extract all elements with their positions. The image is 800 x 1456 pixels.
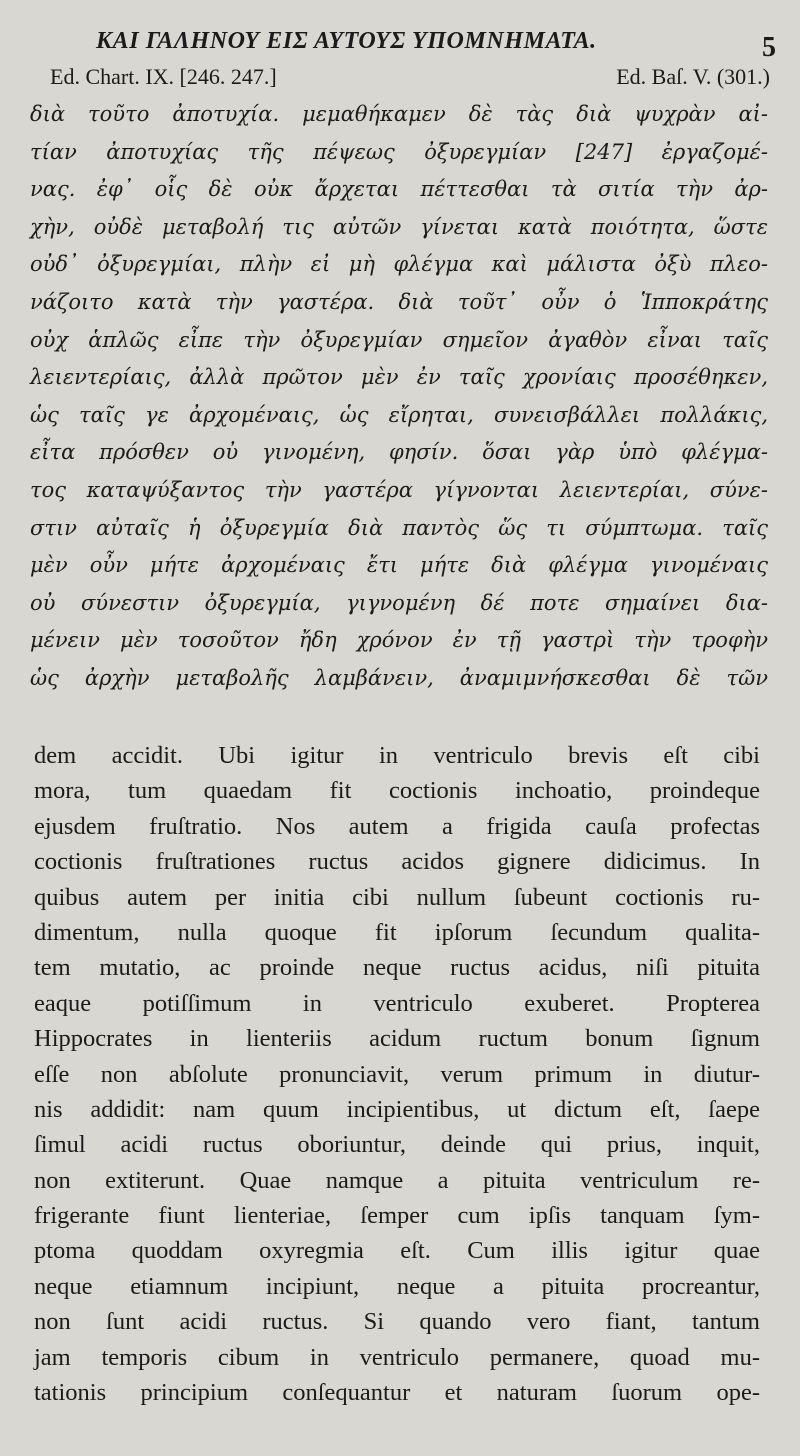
latin-line: frigerante fiunt lienteriae, ſemper cum ipſis tanquam ſym-	[34, 1202, 760, 1230]
edition-reference-chart: Ed. Chart. IX. [246. 247.]	[50, 64, 277, 89]
latin-line: tem mutatio, ac proinde neque ructus acidus, niſi pituita	[34, 954, 760, 982]
latin-text-block	[34, 738, 760, 1410]
latin-line: coctionis fruſtrationes ructus acidos gignere didicimus. In	[34, 848, 760, 876]
latin-line: non ſunt acidi ructus. Si quando vero fiant, tantum	[34, 1308, 760, 1336]
latin-line: quibus autem per initia cibi nullum ſubeunt coctionis ru-	[34, 883, 760, 911]
greek-line: μὲν οὖν μήτε ἀρχομέναις ἔτι μήτε διὰ φλέγμα γινομέναις	[30, 553, 768, 578]
latin-line: dem accidit. Ubi igitur in ventriculo brevis eſt cibi	[34, 742, 760, 769]
latin-line: mora, tum quaedam fit coctionis inchoatio, proindeque	[34, 777, 760, 805]
latin-line: dimentum, nulla quoque fit ipſorum ſecundum qualita-	[34, 918, 760, 946]
greek-line: τος καταψύξαντος τὴν γαστέρα γίγνονται λειεντερίαι, σύνε-	[30, 477, 768, 502]
latin-line: neque etiamnum incipiunt, neque a pituita procreantur,	[34, 1272, 760, 1300]
latin-line: eſſe non abſolute pronunciavit, verum primum in diutur-	[34, 1060, 760, 1088]
latin-line: jam temporis cibum in ventriculo permanere, quoad mu-	[34, 1343, 760, 1371]
edition-reference-basel: Ed. Baſ. V. (301.)	[616, 64, 770, 89]
running-title: ΚΑΙ ΓΑΛΗΝΟΥ ΕΙΣ ΑΥΤΟΥΣ ΥΠΟΜΝΗΜΑΤΑ.	[96, 28, 597, 54]
greek-line: ὡς ταῖς γε ἀρχομέναις, ὡς εἴρηται, συνεισβάλλει πολλάκις,	[30, 402, 768, 427]
greek-text-block	[30, 96, 768, 698]
greek-line: ὡς ἀρχὴν μεταβολῆς λαμβάνειν, ἀναμιμνήσκεσθαι δὲ τῶν	[30, 665, 768, 690]
greek-line: οὐχ ἁπλῶς εἶπε τὴν ὀξυρεγμίαν σημεῖον ἀγαθὸν εἶναι ταῖς	[30, 327, 768, 352]
greek-line: χὴν, οὐδὲ μεταβολή τις αὐτῶν γίνεται κατὰ ποιότητα, ὥστε	[30, 214, 768, 239]
latin-line: ptoma quoddam oxyregmia eſt. Cum illis igitur quae	[34, 1237, 760, 1265]
latin-line: eaque potiſſimum in ventriculo exuberet. Propterea	[34, 989, 760, 1017]
latin-line: Hippocrates in lienteriis acidum ructum bonum ſignum	[34, 1025, 760, 1053]
latin-line: ejusdem fruſtratio. Nos autem a frigida cauſa profectas	[34, 812, 760, 840]
edition-reference-line	[50, 64, 770, 94]
greek-line: εἶτα πρόσθεν οὐ γινομένη, φησίν. ὅσαι γὰρ ὑπὸ φλέγμα-	[30, 440, 768, 465]
running-header	[0, 28, 800, 62]
greek-line: λειεντερίαις, ἀλλὰ πρῶτον μὲν ἐν ταῖς χρονίαις προσέθηκεν,	[30, 365, 768, 390]
latin-line: non extiterunt. Quae namque a pituita ventriculum re-	[34, 1166, 760, 1194]
latin-line: tationis principium conſequantur et naturam ſuorum ope-	[34, 1379, 760, 1407]
greek-line: οὐδ᾽ ὀξυρεγμίαι, πλὴν εἰ μὴ φλέγμα καὶ μάλιστα ὀξὺ πλεο-	[30, 252, 768, 277]
greek-line: νάζοιτο κατὰ τὴν γαστέρα. διὰ τοῦτ᾽ οὖν ὁ Ἱπποκράτης	[30, 289, 768, 314]
greek-line: μένειν μὲν τοσοῦτον ἤδη χρόνον ἐν τῇ γαστρὶ τὴν τροφὴν	[30, 628, 768, 653]
latin-line: nis addidit: nam quum incipientibus, ut dictum eſt, ſaepe	[34, 1095, 760, 1123]
greek-line: τίαν ἀποτυχίας τῆς πέψεως ὀξυρεγμίαν [247] ἐργαζομέ-	[30, 139, 768, 164]
greek-line: νας. ἐφ᾽ οἷς δὲ οὐκ ἄρχεται πέττεσθαι τὰ σιτία τὴν ἀρ-	[30, 177, 768, 202]
page-number: 5	[762, 32, 776, 63]
latin-line: ſimul acidi ructus oboriuntur, deinde qui prius, inquit,	[34, 1131, 760, 1159]
greek-line: διὰ τοῦτο ἀποτυχία. μεμαθήκαμεν δὲ τὰς διὰ ψυχρὰν αἰ-	[30, 102, 768, 126]
greek-line: οὐ σύνεστιν ὀξυρεγμία, γιγνομένη δέ ποτε σημαίνει δια-	[30, 590, 768, 615]
greek-line: στιν αὐταῖς ἡ ὀξυρεγμία διὰ παντὸς ὥς τι σύμπτωμα. ταῖς	[30, 515, 768, 540]
